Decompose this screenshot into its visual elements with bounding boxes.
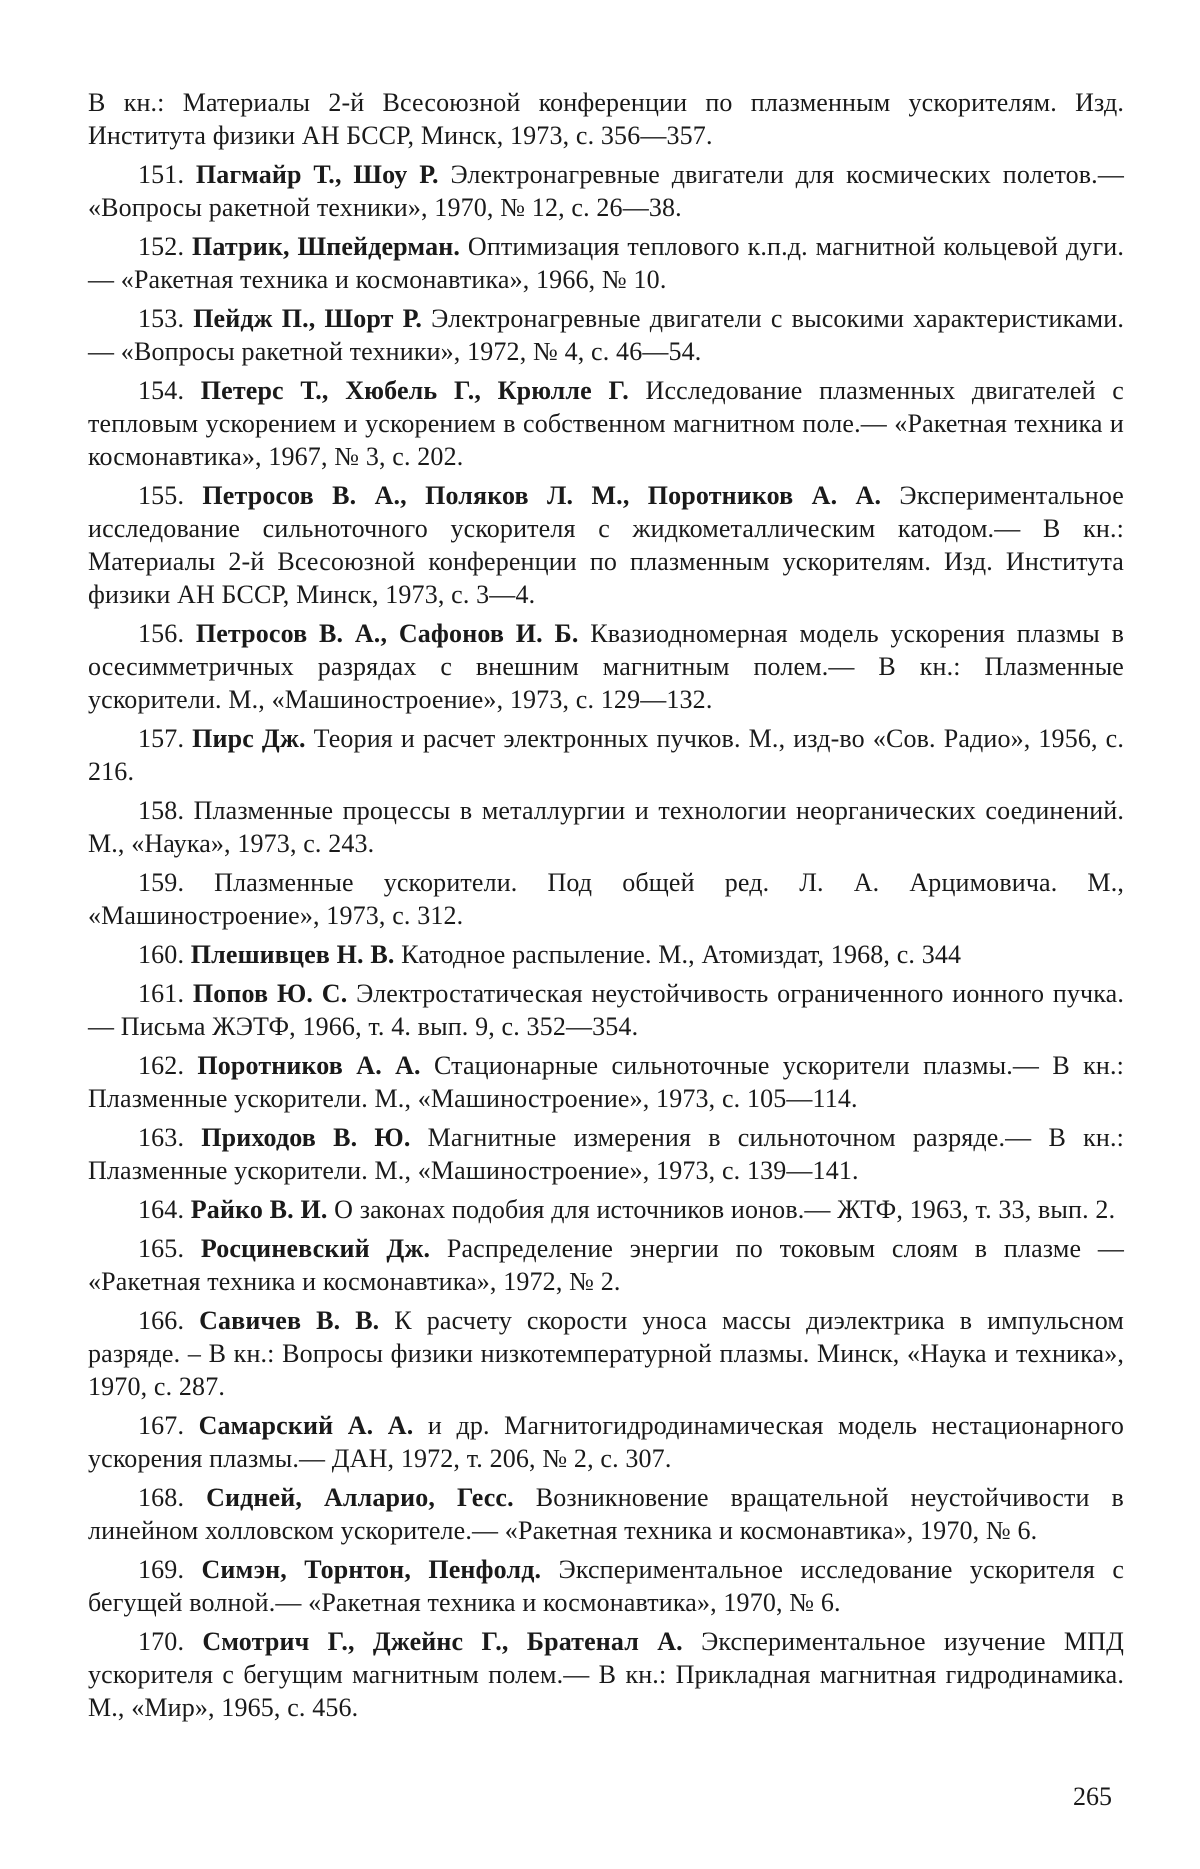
entry-text: Экспериментальное исследование сильноточного ускорителя с жидкометаллическим катодом.— В кн.: Материалы 2-й Всесоюзной конференции по плазменным ускорителям. Изд. Института физики АН БССР, Минск, 1973, с. 3—4. <box>88 481 1124 609</box>
entry-authors: Пагмайр Т., Шоу Р. <box>195 160 439 189</box>
entry-authors: Петросов В. А., Сафонов И. Б. <box>195 619 579 648</box>
bibliography-entry-168 <box>88 1481 1124 1547</box>
entry-number: 160. <box>138 940 185 969</box>
entry-authors: Симэн, Торнтон, Пенфолд. <box>201 1555 542 1584</box>
bibliography-entry-159 <box>88 866 1124 932</box>
entry-number: 155. <box>138 481 185 510</box>
entry-authors: Приходов В. Ю. <box>201 1123 411 1152</box>
bibliography-entry-158 <box>88 794 1124 860</box>
bibliography-entry-153 <box>88 302 1124 368</box>
entry-number: 162. <box>138 1051 185 1080</box>
entry-number: 159. <box>138 868 185 897</box>
entry-text: Теория и расчет электронных пучков. М., изд-во «Сов. Радио», 1956, с. 216. <box>88 724 1124 786</box>
entry-number: 168. <box>138 1483 185 1512</box>
entry-text: Экспериментальное исследование ускорителя с бегущей волной.— «Ракетная техника и космонавтика», 1970, № 6. <box>88 1555 1125 1617</box>
bibliography-entry-169 <box>88 1553 1124 1619</box>
entry-text: Электронагревные двигатели для космических полетов.— «Вопросы ракетной техники», 1970, № 12, с. 26—38. <box>88 160 1124 222</box>
entry-number: 158. <box>138 796 185 825</box>
bibliography-entry-167 <box>88 1409 1124 1475</box>
entry-text: В кн.: Материалы 2-й Всесоюзной конференции по плазменным ускорителям. Изд. Института физики АН БССР, Минск, 1973, с. 356—357. <box>88 88 1124 150</box>
bibliography-entry-154 <box>88 374 1124 473</box>
entry-number: 151. <box>138 160 185 189</box>
entry-text: К расчету скорости уноса массы диэлектрика в импульсном разряде. – В кн.: Вопросы физики низкотемпературной плазмы. Минск, «Наука и техника», 1970, с. 287. <box>88 1306 1124 1401</box>
bibliography-entry-160 <box>88 938 1124 971</box>
entry-number: 153. <box>138 304 185 333</box>
entry-authors: Росциневский Дж. <box>200 1234 431 1263</box>
entry-text: Распределение энергии по токовым слоям в плазме — «Ракетная техника и космонавтика», 1972, № 2. <box>88 1234 1124 1296</box>
entry-authors: Савичев В. В. <box>199 1306 380 1335</box>
entry-number: 165. <box>138 1234 185 1263</box>
entry-authors: Петерс Т., Хюбель Г., Крюлле Г. <box>200 376 629 405</box>
entry-authors: Сидней, Алларио, Гесс. <box>206 1483 514 1512</box>
entry-authors: Поротников А. А. <box>197 1051 421 1080</box>
entry-authors: Смотрич Г., Джейнс Г., Братенал А. <box>202 1627 683 1656</box>
entry-authors: Попов Ю. С. <box>192 979 348 1008</box>
entry-number: 152. <box>138 232 185 261</box>
entry-number: 161. <box>138 979 185 1008</box>
entry-text: Катодное распыление. М., Атомиздат, 1968, с. 344 <box>401 940 962 969</box>
entry-text: Стационарные сильноточные ускорители плазмы.— В кн.: Плазменные ускорители. М., «Машиностроение», 1973, с. 105—114. <box>88 1051 1124 1113</box>
bibliography-entry-continued <box>88 86 1124 152</box>
entry-text: О законах подобия для источников ионов.— ЖТФ, 1963, т. 33, вып. 2. <box>334 1195 1116 1224</box>
bibliography-entry-166 <box>88 1304 1124 1403</box>
entry-authors: Пейдж П., Шорт Р. <box>193 304 423 333</box>
entry-text: Плазменные ускорители. Под общей ред. Л. А. Арцимовича. М., «Машиностроение», 1973, с. 312. <box>88 868 1124 930</box>
entry-authors: Петросов В. А., Поляков Л. М., Поротников А. А. <box>202 481 882 510</box>
entry-text: Возникновение вращательной неустойчивости в линейном холловском ускорителе.— «Ракетная техника и космонавтика», 1970, № 6. <box>88 1483 1124 1545</box>
bibliography-entry-163 <box>88 1121 1124 1187</box>
entry-authors: Патрик, Шпейдерман. <box>192 232 461 261</box>
entry-text: Плазменные процессы в металлургии и технологии неорганических соединений. М., «Наука», 1973, с. 243. <box>88 796 1124 858</box>
entry-number: 169. <box>138 1555 185 1584</box>
entry-text: Оптимизация теплового к.п.д. магнитной кольцевой дуги.— «Ракетная техника и космонавтика», 1966, № 10. <box>88 232 1124 294</box>
entry-number: 156. <box>138 619 185 648</box>
bibliography-entry-156 <box>88 617 1124 716</box>
bibliography-entry-162 <box>88 1049 1124 1115</box>
entry-text: и др. Магнитогидродинамическая модель нестационарного ускорения плазмы.— ДАН, 1972, т. 206, № 2, с. 307. <box>88 1411 1124 1473</box>
entry-text: Электронагревные двигатели с высокими характеристиками.— «Вопросы ракетной техники», 1972, № 4, с. 46—54. <box>88 304 1124 366</box>
bibliography-entry-170 <box>88 1625 1124 1724</box>
bibliography-entry-164 <box>88 1193 1124 1226</box>
entry-number: 170. <box>138 1627 185 1656</box>
bibliography-entry-155 <box>88 479 1124 611</box>
bibliography-entry-151 <box>88 158 1124 224</box>
entry-authors: Самарский А. А. <box>198 1411 414 1440</box>
bibliography-entry-161 <box>88 977 1124 1043</box>
entry-number: 154. <box>138 376 185 405</box>
bibliography-page <box>88 86 1124 1730</box>
entry-text: Квазиодномерная модель ускорения плазмы в осесимметричных разрядах с внешним магнитным полем.— В кн.: Плазменные ускорители. М., «Машиностроение», 1973, с. 129—132. <box>88 619 1125 714</box>
entry-number: 157. <box>138 724 185 753</box>
entry-text: Магнитные измерения в сильноточном разряде.— В кн.: Плазменные ускорители. М., «Машиностроение», 1973, с. 139—141. <box>88 1123 1124 1185</box>
entry-authors: Райко В. И. <box>190 1195 328 1224</box>
entry-text: Исследование плазменных двигателей с тепловым ускорением и ускорением в собственном магнитном поле.— «Ракетная техника и космонавтика», 1967, № 3, с. 202. <box>88 376 1124 471</box>
entry-authors: Пирс Дж. <box>192 724 306 753</box>
page-number: 265 <box>1073 1782 1112 1811</box>
bibliography-entry-165 <box>88 1232 1124 1298</box>
bibliography-entry-157 <box>88 722 1124 788</box>
entry-authors: Плешивцев Н. В. <box>190 940 395 969</box>
entry-number: 164. <box>138 1195 185 1224</box>
bibliography-entry-152 <box>88 230 1124 296</box>
entry-number: 167. <box>138 1411 185 1440</box>
entry-number: 166. <box>138 1306 185 1335</box>
entry-text: Экспериментальное изучение МПД ускорителя с бегущим магнитным полем.— В кн.: Прикладная магнитная гидродинамика. М., «Мир», 1965, с. 456. <box>88 1627 1124 1722</box>
entry-text: Электростатическая неустойчивость ограниченного ионного пучка.— Письма ЖЭТФ, 1966, т. 4. вып. 9, с. 352—354. <box>88 979 1125 1041</box>
entry-number: 163. <box>138 1123 185 1152</box>
